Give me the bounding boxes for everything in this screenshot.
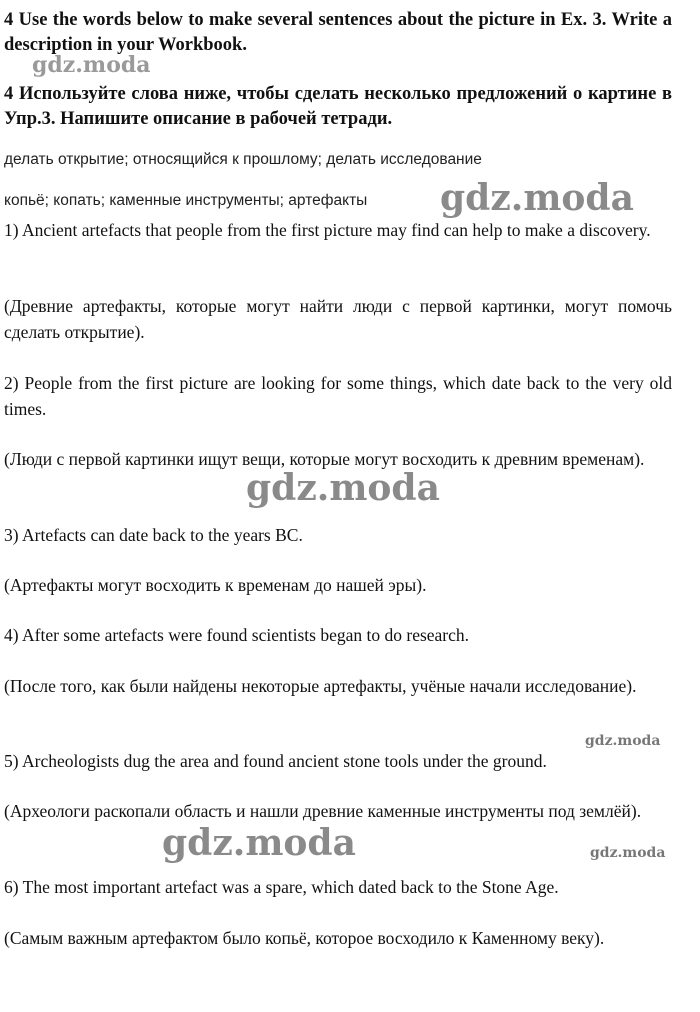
watermark: gdz.moda	[590, 845, 666, 861]
answer-2-en: 2) People from the first picture are looking for some things, which date back to the very old times.	[4, 373, 672, 419]
watermark: gdz.moda	[246, 467, 440, 509]
task-heading-en: 4 Use the words below to make several sentences about the picture in Ex. 3. Write a description in your Workbook.	[4, 10, 672, 55]
task-heading-ru: 4 Используйте слова ниже, чтобы сделать несколько предложений о картине в Упр.3. Напишите описание в рабочей тетради.	[4, 84, 672, 129]
watermark: gdz.moda	[32, 52, 151, 78]
answer-6-ru: (Самым важным артефактом было копьё, которое восходило к Каменному веку).	[4, 928, 605, 948]
word-list-line-1: делать открытие; относящийся к прошлому; делать исследование	[4, 151, 482, 168]
answer-2-ru: (Люди с первой картинки ищут вещи, которые могут восходить к древним временам).	[4, 449, 645, 469]
answer-5-en: 5) Archeologists dug the area and found ancient stone tools under the ground.	[4, 751, 547, 771]
answer-6-en: 6) The most important artefact was a spare, which dated back to the Stone Age.	[4, 877, 559, 897]
watermark: gdz.moda	[585, 733, 661, 749]
answer-3-ru: (Артефакты могут восходить к временам до нашей эры).	[4, 575, 427, 595]
answer-4-ru: (После того, как были найдены некоторые артефакты, учёные начали исследование).	[4, 676, 637, 696]
watermark: gdz.moda	[162, 822, 356, 864]
answer-4-en: 4) After some artefacts were found scientists began to do research.	[4, 625, 470, 645]
answer-1-en: 1) Ancient artefacts that people from the first picture may find can help to make a discovery.	[4, 220, 651, 240]
answer-1-ru: (Древние артефакты, которые могут найти люди с первой картинки, могут помочь сделать открытие).	[4, 296, 672, 342]
answer-3-en: 3) Artefacts can date back to the years BC.	[4, 525, 303, 545]
watermark: gdz.moda	[440, 177, 634, 219]
answer-5-ru: (Археологи раскопали область и нашли древние каменные инструменты под землёй).	[4, 801, 642, 821]
word-list-line-2: копьё; копать; каменные инструменты; артефакты	[4, 192, 368, 209]
